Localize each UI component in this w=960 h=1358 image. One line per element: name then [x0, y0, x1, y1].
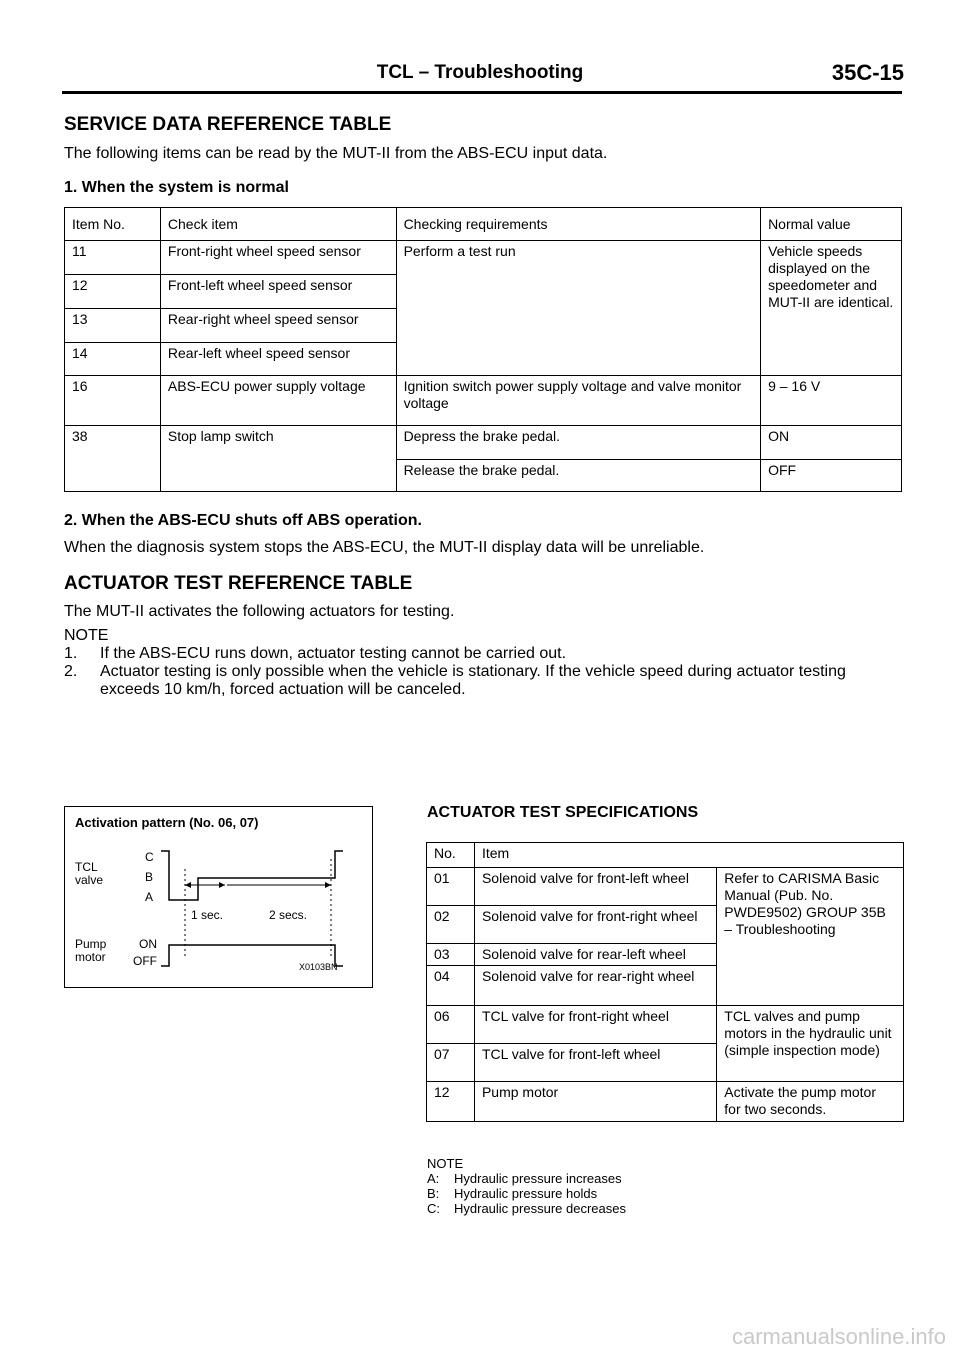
activation-pattern-diagram	[64, 806, 373, 988]
note-item	[427, 1186, 626, 1201]
check-item: Rear-right wheel speed sensor	[160, 309, 396, 343]
checking-requirement: Release the brake pedal.	[396, 460, 761, 492]
spec-item: Solenoid valve for rear-right wheel	[474, 966, 716, 1006]
spec-item: Solenoid valve for front-left wheel	[474, 868, 716, 906]
actuator-intro: The MUT-II activates the following actuators for testing.	[64, 603, 455, 620]
check-item: Stop lamp switch	[160, 426, 396, 492]
spec-no: 03	[427, 944, 475, 966]
col-header: No.	[427, 843, 475, 868]
spec-no: 04	[427, 966, 475, 1006]
item-no: 14	[65, 343, 161, 376]
activation-waveform	[65, 807, 372, 987]
tcl-label: TCL	[75, 860, 98, 874]
check-item: ABS-ECU power supply voltage	[160, 376, 396, 426]
level-a-label: A	[145, 890, 154, 904]
table-row	[427, 868, 904, 906]
checking-requirement: Depress the brake pedal.	[396, 426, 761, 460]
note-key: B:	[427, 1186, 440, 1201]
normal-value: 9 – 16 V	[761, 376, 902, 426]
col-header: Item No.	[65, 208, 161, 241]
note-key: C:	[427, 1201, 440, 1216]
note-text: Hydraulic pressure increases	[454, 1171, 622, 1186]
actuator-spec-table	[426, 842, 904, 1122]
note-item	[427, 1201, 626, 1216]
check-item: Rear-left wheel speed sensor	[160, 343, 396, 376]
check-item: Front-left wheel speed sensor	[160, 275, 396, 309]
service-heading: SERVICE DATA REFERENCE TABLE	[64, 114, 392, 135]
actuator-notes	[64, 627, 904, 699]
note-item	[64, 645, 904, 663]
note-key: A:	[427, 1171, 440, 1186]
table-row	[427, 1006, 904, 1044]
note-text: Actuator testing is only possible when the vehicle is stationary. If the vehicle speed during actuator testing exceeds 10 km/h, forced actuation will be canceled.	[100, 663, 846, 698]
service-sub1: 1. When the system is normal	[64, 179, 289, 196]
spec-no: 06	[427, 1006, 475, 1044]
off-label: OFF	[133, 954, 157, 968]
watermark: carmanualsonline.info	[731, 1324, 946, 1349]
level-c-label: C	[145, 850, 154, 864]
item-no: 38	[65, 426, 161, 492]
on-label: ON	[139, 937, 157, 951]
note-label: NOTE	[427, 1156, 464, 1171]
time-1sec-label: 1 sec.	[191, 908, 224, 922]
item-no: 11	[65, 241, 161, 275]
page-title: TCL – Troubleshooting	[376, 62, 584, 83]
spec-item: TCL valve for front-right wheel	[474, 1006, 716, 1044]
item-no: 16	[65, 376, 161, 426]
note-text: If the ABS-ECU runs down, actuator testing cannot be carried out.	[100, 645, 567, 662]
diagram-title: Activation pattern (No. 06, 07)	[75, 815, 259, 830]
item-no: 12	[65, 275, 161, 309]
note-num: 1.	[64, 645, 78, 662]
table-header-row	[427, 843, 904, 868]
check-item: Front-right wheel speed sensor	[160, 241, 396, 275]
spec-no: 02	[427, 906, 475, 944]
col-header: Checking requirements	[396, 208, 761, 241]
figure-code: X0103BN	[299, 962, 338, 972]
time-2secs-label: 2 secs.	[269, 908, 308, 922]
spec-item: Pump motor	[474, 1082, 716, 1122]
spec-no: 07	[427, 1044, 475, 1082]
normal-value: OFF	[761, 460, 902, 492]
col-header: Item	[474, 843, 903, 868]
spec-item: TCL valve for front-left wheel	[474, 1044, 716, 1082]
note-item	[427, 1171, 626, 1186]
item-no: 13	[65, 309, 161, 343]
actuator-heading: ACTUATOR TEST REFERENCE TABLE	[64, 573, 413, 594]
note-text: Hydraulic pressure decreases	[454, 1201, 626, 1216]
spec-remark: Activate the pump motor for two seconds.	[717, 1082, 904, 1122]
spec-notes	[427, 1156, 626, 1216]
valve-label: valve	[75, 873, 104, 887]
service-sub2-text: When the diagnosis system stops the ABS-ECU, the MUT-II display data will be unreliable.	[64, 539, 705, 556]
normal-value: Vehicle speeds displayed on the speedometer and MUT-II are identical.	[761, 241, 902, 376]
table-row	[65, 241, 902, 275]
note-text: Hydraulic pressure holds	[454, 1186, 598, 1201]
service-intro: The following items can be read by the MUT-II from the ABS-ECU input data.	[64, 145, 608, 162]
page-number: 35C-15	[831, 60, 904, 85]
spec-title: ACTUATOR TEST SPECIFICATIONS	[427, 804, 699, 821]
spec-no: 01	[427, 868, 475, 906]
col-header: Check item	[160, 208, 396, 241]
pump-label: Pump	[75, 937, 107, 951]
note-item	[64, 663, 904, 699]
spec-remark: Refer to CARISMA Basic Manual (Pub. No. PWDE9502) GROUP 35B – Troubleshooting	[717, 868, 904, 1006]
table-header-row	[65, 208, 902, 241]
spec-remark: TCL valves and pump motors in the hydraulic unit (simple inspection mode)	[717, 1006, 904, 1082]
col-header: Normal value	[761, 208, 902, 241]
note-label: NOTE	[64, 627, 109, 644]
spec-no: 12	[427, 1082, 475, 1122]
table-row	[427, 1082, 904, 1122]
spec-item: Solenoid valve for rear-left wheel	[474, 944, 716, 966]
checking-requirement: Perform a test run	[396, 241, 761, 376]
table-row	[65, 426, 902, 460]
service-sub2: 2. When the ABS-ECU shuts off ABS operation.	[64, 512, 422, 529]
spec-item: Solenoid valve for front-right wheel	[474, 906, 716, 944]
table-row	[65, 376, 902, 426]
note-num: 2.	[64, 663, 78, 680]
service-data-table	[64, 207, 902, 492]
normal-value: ON	[761, 426, 902, 460]
checking-requirement: Ignition switch power supply voltage and valve monitor voltage	[396, 376, 761, 426]
header-rule	[62, 91, 902, 94]
motor-label: motor	[75, 950, 106, 964]
level-b-label: B	[145, 870, 154, 884]
